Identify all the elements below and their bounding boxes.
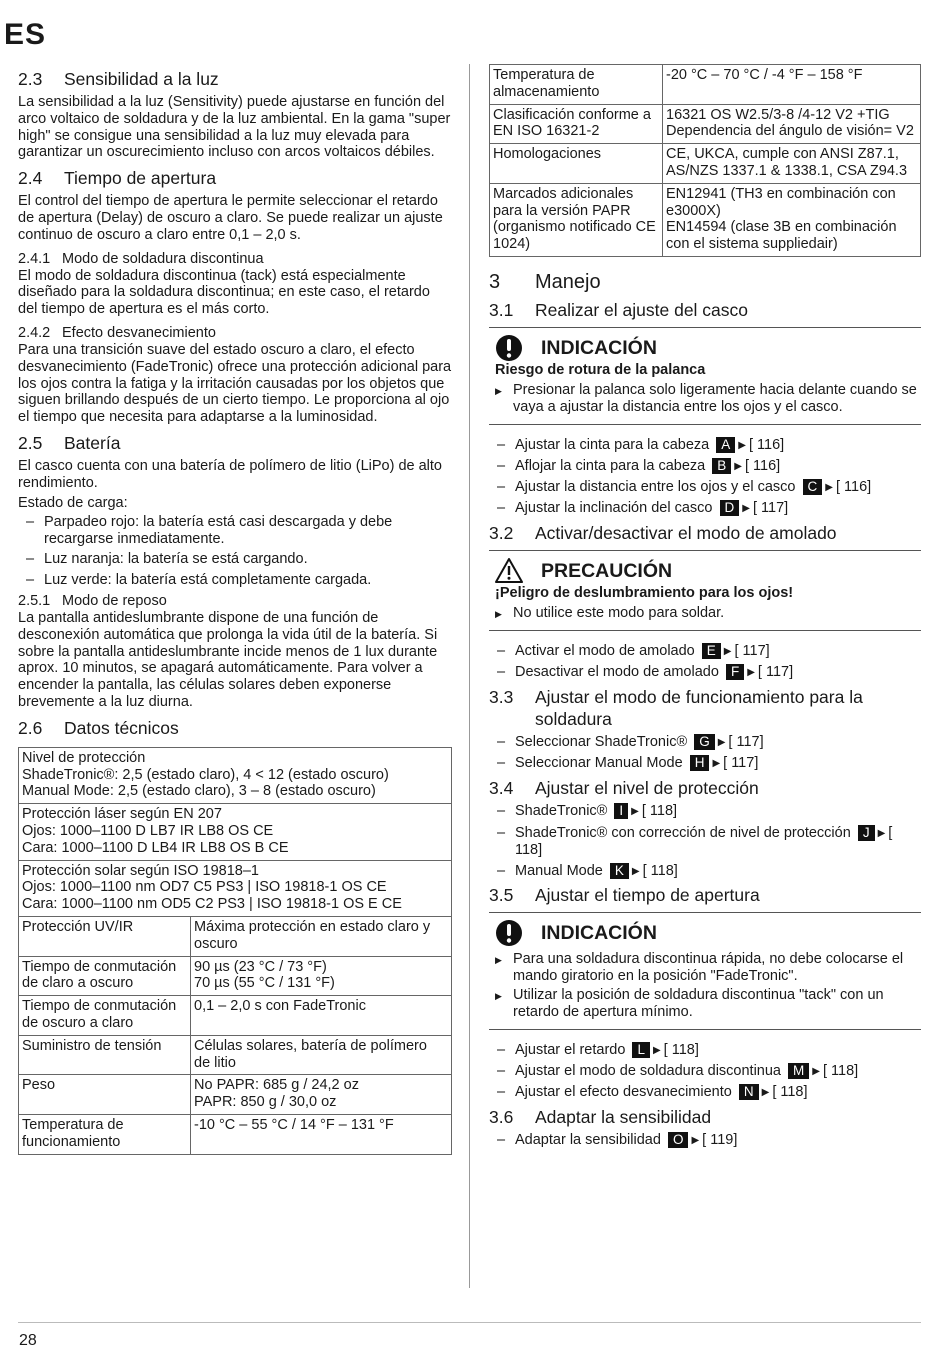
page-ref[interactable]: [ 116]: [749, 436, 785, 453]
section-heading-2-6: 2.6 Datos técnicos: [18, 717, 179, 738]
step-item: – Activar el modo de amolado E ▶ [ 117]: [489, 643, 921, 661]
notice-box: [489, 912, 921, 1029]
step-item: – Ajustar la cinta para la cabeza A ▶ [ 116]: [489, 437, 921, 455]
table-row: [490, 144, 921, 184]
table-key: Tiempo de conmutación de claro a oscuro: [19, 956, 191, 996]
arrow-icon: ▶: [742, 503, 750, 515]
page-ref[interactable]: [ 118]: [515, 824, 893, 859]
table-row: [19, 996, 452, 1036]
list-item: ▶ Utilizar la posición de soldadura discontinua "tack" con un retardo de apertura mínimo.: [489, 987, 921, 1021]
table-row: [490, 104, 921, 144]
table-row: [490, 65, 921, 105]
table-row: [19, 804, 452, 860]
paragraph: Para una transición suave del estado oscuro a claro, el efecto desvanecimiento (FadeTronic) ofrece una protección adicional para los ojos contra la fatiga y la irritación causadas por los objetos que siguen brillando después de un cierto tiempo. Le proporciona al ojo el tiempo que necesita para adaptarse a la luminosidad.: [18, 341, 452, 426]
table-row: [19, 956, 452, 996]
exclamation-icon: [495, 919, 523, 947]
arrow-icon: ▶: [712, 758, 721, 770]
table-value: 16321 OS W2.5/3-8 /4-12 V2 +TIG Dependencia del ángulo de visión= V2: [663, 104, 921, 144]
figure-key: B: [712, 458, 731, 474]
caution-list: [489, 605, 921, 622]
table-value: EN12941 (TH3 en combinación con e3000X) EN14594 (clase 3B en combinación con el sistema suppliedair): [663, 183, 921, 256]
page-ref[interactable]: [ 118]: [772, 1084, 808, 1101]
notice-heading: INDICACIÓN: [489, 334, 921, 362]
figure-key: D: [720, 500, 740, 516]
page-ref[interactable]: [ 118]: [641, 803, 678, 820]
figure-key: N: [739, 1084, 759, 1100]
paragraph: La pantalla antideslumbrante dispone de una función de desconexión automática que prolonga la vida útil de la batería. Si sobre la pantalla antideslumbrante incide menos de 1 lux durante aprox. 10 minutos, se apagará automáticamente. Para volver a encender la pantalla, las células solares deben exponerse brevemente a la luz diurna.: [18, 610, 438, 711]
table-key: Peso: [19, 1075, 191, 1115]
table-value: No PAPR: 685 g / 24,2 oz PAPR: 850 g / 30,0 oz: [191, 1075, 452, 1115]
section-heading-2-3: 2.3 Sensibilidad a la luz: [18, 69, 219, 89]
arrow-icon: ▶: [761, 1087, 770, 1099]
step-list: [489, 734, 921, 773]
step-item: – ShadeTronic® I ▶ [ 118]: [489, 803, 921, 821]
footer-divider: [18, 1322, 921, 1323]
section-heading-2-5: 2.5 Batería: [18, 432, 121, 453]
technical-data-table-continued: [489, 64, 921, 257]
figure-key: K: [610, 863, 629, 879]
table-value: -20 °C – 70 °C / -4 °F – 158 °F: [663, 65, 921, 105]
right-column: [489, 64, 921, 1153]
section-heading-3-3: 3.3 Ajustar el modo de funcionamiento para la soldadura: [489, 687, 863, 730]
step-item: – Seleccionar ShadeTronic® G ▶ [ 117]: [489, 734, 921, 752]
step-list: [489, 1042, 921, 1102]
step-list: [489, 1132, 921, 1150]
section-heading-3-4: 3.4 Ajustar el nivel de protección: [489, 778, 759, 799]
step-item: – Ajustar el retardo L ▶ [ 118]: [489, 1042, 921, 1060]
table-key: Temperatura de funcionamiento: [19, 1114, 191, 1154]
step-item: – Ajustar el efecto desvanecimiento N ▶ [ 118]: [489, 1084, 921, 1102]
caution-heading: PRECAUCIÓN: [489, 557, 921, 585]
section-heading-3-2: 3.2 Activar/desactivar el modo de amolado: [489, 523, 837, 544]
page-ref[interactable]: [ 119]: [702, 1132, 738, 1148]
table-key: Protección UV/IR: [19, 916, 191, 956]
column-divider: [469, 64, 470, 1288]
table-row: [19, 1114, 452, 1154]
section-heading-2-5-1: 2.5.1 Modo de reposo: [18, 593, 167, 610]
list-item: ▶ Presionar la palanca solo ligeramente hacia delante cuando se vaya a ajustar la distancia entre los ojos y el casco.: [489, 382, 921, 416]
paragraph: El modo de soldadura discontinua (tack) está especialmente diseñado para la soldadura discontinua; en este caso, el retardo del tiempo de apertura es el más corto.: [18, 267, 430, 318]
step-item: – Ajustar el modo de soldadura discontinua M ▶ [ 118]: [489, 1063, 921, 1081]
table-row: [19, 747, 452, 803]
page-ref[interactable]: [ 116]: [744, 457, 781, 474]
table-row: [19, 1035, 452, 1075]
list-item: – Luz verde: la batería está completamente cargada.: [18, 572, 452, 589]
page-ref[interactable]: [ 118]: [663, 1041, 699, 1058]
table-row: [19, 860, 452, 916]
step-list: [489, 803, 921, 880]
notice-list: [489, 951, 921, 1020]
table-row: [490, 183, 921, 256]
notice-heading: INDICACIÓN: [489, 919, 921, 947]
table-value: 0,1 – 2,0 s con FadeTronic: [191, 996, 452, 1036]
arrow-icon: ▶: [631, 806, 639, 818]
section-heading-3: 3 Manejo: [489, 270, 601, 293]
step-item: – Ajustar la inclinación del casco D ▶ [ 117]: [489, 500, 921, 518]
figure-key: E: [702, 643, 721, 659]
list-item: – Luz naranja: la batería se está cargando.: [18, 551, 452, 568]
list-item: ▶ Para una soldadura discontinua rápida, no debe colocarse el mando giratorio en la posición "FadeTronic".: [489, 951, 921, 985]
section-heading-2-4-2: 2.4.2 Efecto desvanecimiento: [18, 324, 216, 341]
caution-subheading: ¡Peligro de deslumbramiento para los ojos!: [495, 585, 794, 602]
arrow-icon: ▶: [631, 865, 640, 877]
arrow-icon: ▶: [877, 827, 886, 839]
arrow-icon: ▶: [691, 1135, 700, 1146]
step-item: – Adaptar la sensibilidad O ▶ [ 119]: [489, 1132, 921, 1150]
table-key: Tiempo de conmutación de oscuro a claro: [19, 996, 191, 1036]
section-heading-3-1: 3.1 Realizar el ajuste del casco: [489, 299, 749, 320]
arrow-icon: ▶: [738, 439, 746, 451]
table-cell: Protección solar según ISO 19818–1 Ojos: 1000–1100 nm OD7 C5 PS3 | ISO 19818-1 OS CE Cara: 1000–1100 nm OD5 C2 PS3 | ISO 19818-1 OS E CE: [19, 860, 452, 916]
status-label: Estado de carga:: [18, 494, 128, 511]
technical-data-table: [18, 747, 452, 1155]
page-ref[interactable]: [ 118]: [822, 1062, 859, 1079]
exclamation-icon: [495, 334, 523, 362]
table-key: Clasificación conforme a EN ISO 16321-2: [490, 104, 663, 144]
arrow-icon: ▶: [825, 482, 833, 494]
section-heading-2-4-1: 2.4.1 Modo de soldadura discontinua: [18, 250, 264, 267]
figure-key: M: [788, 1063, 809, 1079]
list-item: ▶ No utilice este modo para soldar.: [489, 605, 921, 622]
notice-box: [489, 327, 921, 425]
page-ref[interactable]: [ 116]: [835, 479, 872, 496]
step-item: – Aflojar la cinta para la cabeza B ▶ [ 116]: [489, 458, 921, 476]
step-item: – ShadeTronic® con corrección de nivel de protección J ▶ [ 118]: [489, 825, 921, 860]
arrow-icon: ▶: [652, 1044, 661, 1056]
step-item: – Ajustar la distancia entre los ojos y el casco C ▶ [ 116]: [489, 479, 921, 497]
table-row: [19, 1075, 452, 1115]
table-row: [19, 916, 452, 956]
figure-key: C: [803, 479, 823, 495]
table-value: Células solares, batería de polímero de litio: [191, 1035, 452, 1075]
language-code: ES: [4, 18, 47, 51]
paragraph: El casco cuenta con una batería de polímero de litio (LiPo) de alto rendimiento.: [18, 457, 442, 491]
page-ref[interactable]: [ 117]: [757, 664, 794, 681]
page-ref[interactable]: [ 118]: [642, 862, 678, 879]
paragraph: La sensibilidad a la luz (Sensitivity) puede ajustarse en función del arco voltaico de soldadura y de la luz ambiental. En la gama "super high" se consigue una sensibilidad a la luz muy elevada para garantizar un oscurecimiento incluso con arcos voltaicos débiles.: [18, 94, 451, 161]
figure-key: J: [858, 825, 875, 841]
figure-key: H: [690, 755, 710, 771]
table-key: Temperatura de almacenamiento: [490, 65, 663, 105]
figure-key: O: [668, 1132, 689, 1148]
step-list: [489, 437, 921, 519]
figure-key: F: [726, 664, 744, 680]
left-column: [18, 64, 452, 1155]
table-cell: Nivel de protección ShadeTronic®: 2,5 (estado claro), 4 < 12 (estado oscuro) Manual Mode: 2,5 (estado claro), 3 – 8 (estado oscuro): [19, 747, 452, 803]
arrow-icon: ▶: [717, 737, 726, 749]
step-list: [489, 643, 921, 682]
arrow-icon: ▶: [747, 667, 755, 679]
page-ref[interactable]: [ 117]: [723, 755, 759, 772]
table-key: Suministro de tensión: [19, 1035, 191, 1075]
table-value: Máxima protección en estado claro y oscuro: [191, 916, 452, 956]
notice-list: [489, 382, 921, 416]
step-item: – Desactivar el modo de amolado F ▶ [ 117]: [489, 664, 921, 682]
table-value: CE, UKCA, cumple con ANSI Z87.1, AS/NZS 1337.1 & 1338.1, CSA Z94.3: [663, 144, 921, 184]
battery-status-list: [18, 514, 452, 588]
page-ref[interactable]: [ 117]: [752, 500, 789, 517]
warning-triangle-icon: [495, 557, 523, 585]
notice-subheading: Riesgo de rotura de la palanca: [495, 361, 706, 378]
list-item: – Parpadeo rojo: la batería está casi descargada y debe recargarse inmediatamente.: [18, 514, 452, 548]
table-value: 90 µs (23 °C / 73 °F) 70 µs (55 °C / 131 °F): [191, 956, 452, 996]
arrow-icon: ▶: [723, 646, 732, 658]
page-ref[interactable]: [ 117]: [734, 643, 770, 660]
arrow-icon: ▶: [734, 460, 742, 472]
figure-key: G: [694, 734, 715, 750]
figure-key: A: [716, 437, 735, 453]
arrow-icon: ▶: [812, 1065, 820, 1077]
section-heading-2-4: 2.4 Tiempo de apertura: [18, 168, 217, 189]
step-item: – Seleccionar Manual Mode H ▶ [ 117]: [489, 755, 921, 773]
step-item: – Manual Mode K ▶ [ 118]: [489, 863, 921, 881]
table-cell: Protección láser según EN 207 Ojos: 1000–1100 D LB7 IR LB8 OS CE Cara: 1000–1100 D LB4 IR LB8 OS B CE: [19, 804, 452, 860]
figure-key: L: [632, 1042, 650, 1058]
section-heading-3-6: 3.6 Adaptar la sensibilidad: [489, 1107, 712, 1127]
caution-box: [489, 550, 921, 631]
page-ref[interactable]: [ 117]: [728, 734, 764, 751]
page-number: 28: [19, 1332, 37, 1349]
table-key: Marcados adicionales para la versión PAPR (organismo notificado CE 1024): [490, 183, 663, 256]
figure-key: I: [614, 803, 628, 819]
table-key: Homologaciones: [490, 144, 663, 184]
table-value: -10 °C – 55 °C / 14 °F – 131 °F: [191, 1114, 452, 1154]
section-heading-3-5: 3.5 Ajustar el tiempo de apertura: [489, 885, 760, 906]
paragraph: El control del tiempo de apertura le permite seleccionar el retardo de apertura (Delay) de oscuro a claro. Se puede realizar un ajuste continuo de oscuro a claro entre 0,1 – 2,0 s.: [18, 193, 443, 243]
